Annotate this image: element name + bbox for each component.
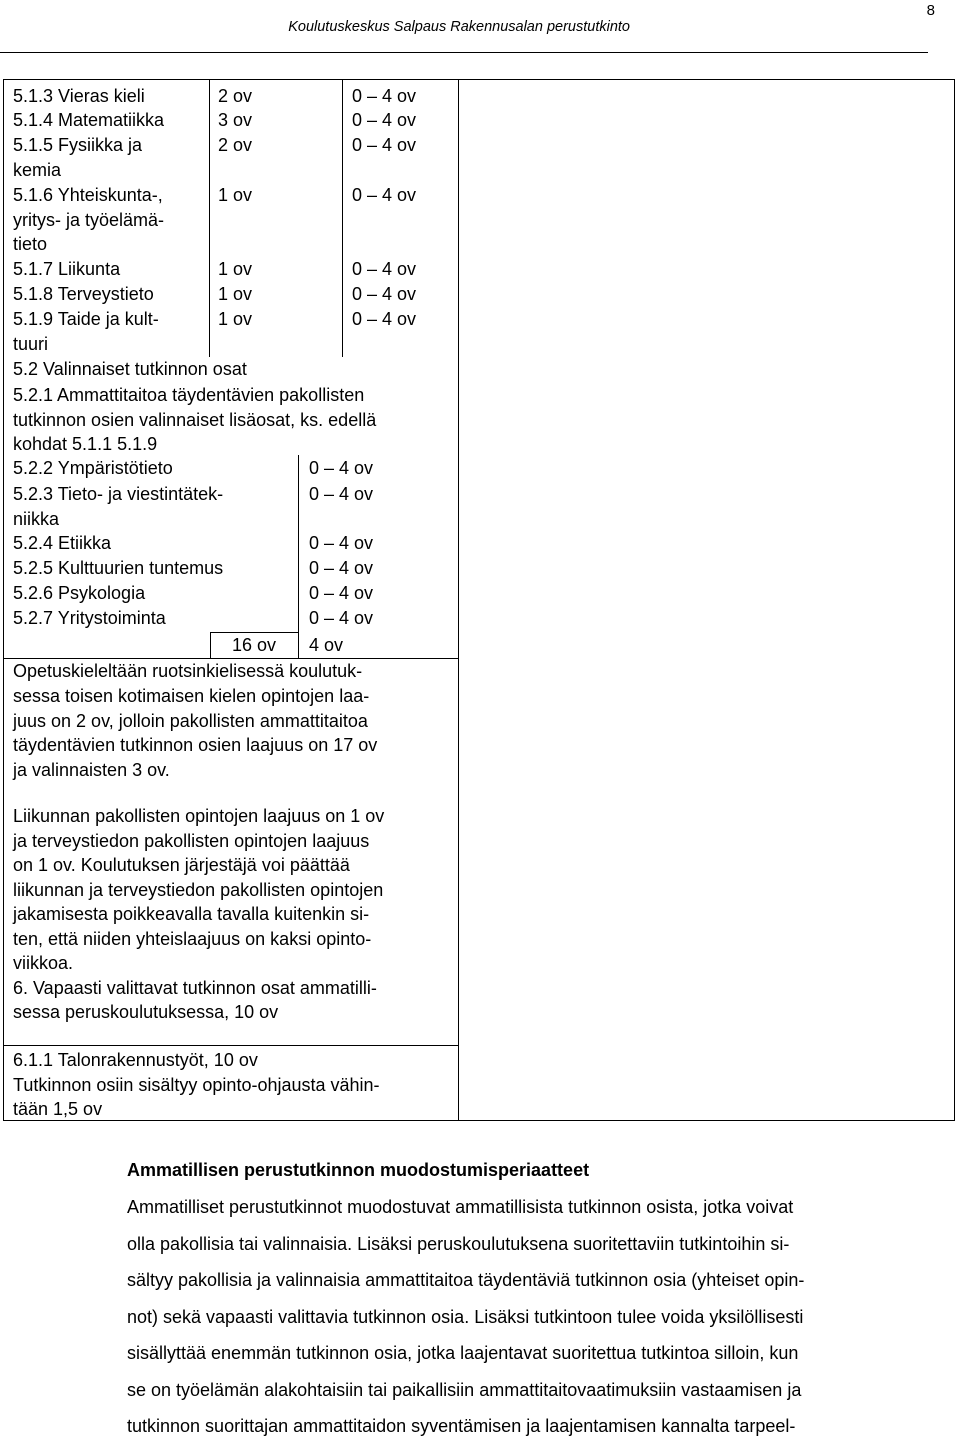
col-divider-4 <box>298 455 299 632</box>
table-row-ov: 1 ov <box>218 309 253 329</box>
muodostumisperiaatteet-section <box>127 1155 927 1445</box>
valinnaiset-row-label: 5.2.5 Kulttuurien tuntemus <box>13 558 224 578</box>
valinnaiset-row-label: 5.2.3 Tieto- ja viestintätek- niikka <box>13 484 224 529</box>
section-heading: Ammatillisen perustutkinnon muodostumisperiaatteet <box>127 1160 590 1180</box>
note-swedish-language: Opetuskieleltään ruotsinkielisessä koulutuk- sessa toisen kotimaisen kielen opintojen laa- juus on 2 ov, jolloin pakollisten ammattitaitoa täydentävien tutkinnon osien laajuus on 17 ov ja valinnaisten 3 ov. <box>13 661 378 781</box>
paragraph-line: sisällyttää enemmän tutkinnon osia, jotka laajentavat suoritettua tutkintoa silloin, kun <box>127 1343 799 1363</box>
col-divider-3 <box>458 80 459 1120</box>
valinnaiset-row-range: 0 – 4 ov <box>309 484 374 504</box>
table-row-label: 5.1.9 Taide ja kult- tuuri <box>13 309 159 354</box>
total-range: 4 ov <box>309 635 344 655</box>
table-row-label: 5.1.8 Terveystieto <box>13 284 154 304</box>
note-talonrakennustyot: 6.1.1 Talonrakennustyöt, 10 ov Tutkinnon osiin sisältyy opinto-ohjausta vähin- tään 1,5 ov <box>13 1050 380 1119</box>
table-row-range: 0 – 4 ov <box>352 259 417 279</box>
col-divider-6 <box>298 632 299 658</box>
valinnaiset-row-range: 0 – 4 ov <box>309 558 374 578</box>
paragraph-line: not) sekä vapaasti valittavia tutkinnon osia. Lisäksi tutkintoon tulee voida yksilöllisesti <box>127 1306 804 1327</box>
col-divider-1 <box>209 80 210 357</box>
table-row-range: 0 – 4 ov <box>352 86 417 106</box>
valinnaiset-heading: 5.2 Valinnaiset tutkinnon osat <box>13 359 247 379</box>
valinnaiset-row-label: 5.2.4 Etiikka <box>13 533 112 553</box>
table-row-ov: 2 ov <box>218 86 253 106</box>
paragraph-line: sältyy pakollisia ja valinnaisia ammattitaitoa täydentäviä tutkinnon osia (yhteiset opin- <box>127 1270 805 1290</box>
valinnaiset-row-label: 5.2.2 Ympäristötieto <box>13 458 173 478</box>
table-row-label: 5.1.4 Matematiikka <box>13 110 165 130</box>
valinnaiset-intro: 5.2.1 Ammattitaitoa täydentävien pakollisten tutkinnon osien valinnaiset lisäosat, ks. edellä kohdat 5.1.1 5.1.9 <box>13 385 377 454</box>
valinnaiset-row-range: 0 – 4 ov <box>309 608 374 628</box>
table-row-range: 0 – 4 ov <box>352 135 417 155</box>
table-row-range: 0 – 4 ov <box>352 110 417 130</box>
table-row-range: 0 – 4 ov <box>352 284 417 304</box>
valinnaiset-row-range: 0 – 4 ov <box>309 583 374 603</box>
header-title: Koulutuskeskus Salpaus Rakennusalan perustutkinto <box>288 19 630 35</box>
table-row-ov: 1 ov <box>218 284 253 304</box>
section-paragraph <box>127 1189 927 1445</box>
table-row-ov: 2 ov <box>218 135 253 155</box>
paragraph-line: se on työelämän alakohtaisiin tai paikallisiin ammattitaitovaatimuksiin vastaamisen ja <box>127 1379 802 1400</box>
table-row-label: 5.1.6 Yhteiskunta-, yritys- ja työelämä- tieto <box>13 185 165 254</box>
total-ov: 16 ov <box>232 635 277 655</box>
col-divider-5 <box>210 632 211 658</box>
valinnaiset-row-range: 0 – 4 ov <box>309 458 374 478</box>
paragraph-line: tutkinnon suorittajan ammattitaidon syventämisen ja laajentamisen kannalta tarpeel- <box>127 1416 796 1436</box>
page-header <box>0 0 960 60</box>
header-rule <box>0 52 928 53</box>
note-liikunta-terveystieto: Liikunnan pakollisten opintojen laajuus on 1 ov ja terveystiedon pakollisten opintojen laajuus on 1 ov. Koulutuksen järjestäjä voi päättää liikunnan ja terveystiedon pakollisten opintojen jakamisesta poikkeavalla tavalla kuitenkin si- ten, että niiden yhteislaajuus on kaksi opinto- viikkoa. 6. Vapaasti valittavat tutkinnon osat ammatilli- sessa peruskoulutuksessa, 10 ov <box>13 806 385 1022</box>
table-row-ov: 3 ov <box>218 110 253 130</box>
row-rule-note <box>4 1045 458 1046</box>
col-divider-2 <box>342 80 343 357</box>
table-row-label: 5.1.7 Liikunta <box>13 259 121 279</box>
paragraph-line: Ammatilliset perustutkinnot muodostuvat ammatillisista tutkinnon osista, jotka voivat <box>127 1197 794 1217</box>
table-row-label: 5.1.5 Fysiikka ja kemia <box>13 135 143 180</box>
table-row-label: 5.1.3 Vieras kieli <box>13 86 145 106</box>
valinnaiset-row-label: 5.2.7 Yritystoiminta <box>13 608 166 628</box>
valinnaiset-row-range: 0 – 4 ov <box>309 533 374 553</box>
table-row-range: 0 – 4 ov <box>352 309 417 329</box>
paragraph-line: olla pakollisia tai valinnaisia. Lisäksi peruskoulutuksena suoritettaviin tutkintoihin si- <box>127 1233 790 1254</box>
table-row-range: 0 – 4 ov <box>352 185 417 205</box>
valinnaiset-row-label: 5.2.6 Psykologia <box>13 583 146 603</box>
table-row-ov: 1 ov <box>218 185 253 205</box>
table-row-ov: 1 ov <box>218 259 253 279</box>
page-number: 8 <box>926 2 935 19</box>
